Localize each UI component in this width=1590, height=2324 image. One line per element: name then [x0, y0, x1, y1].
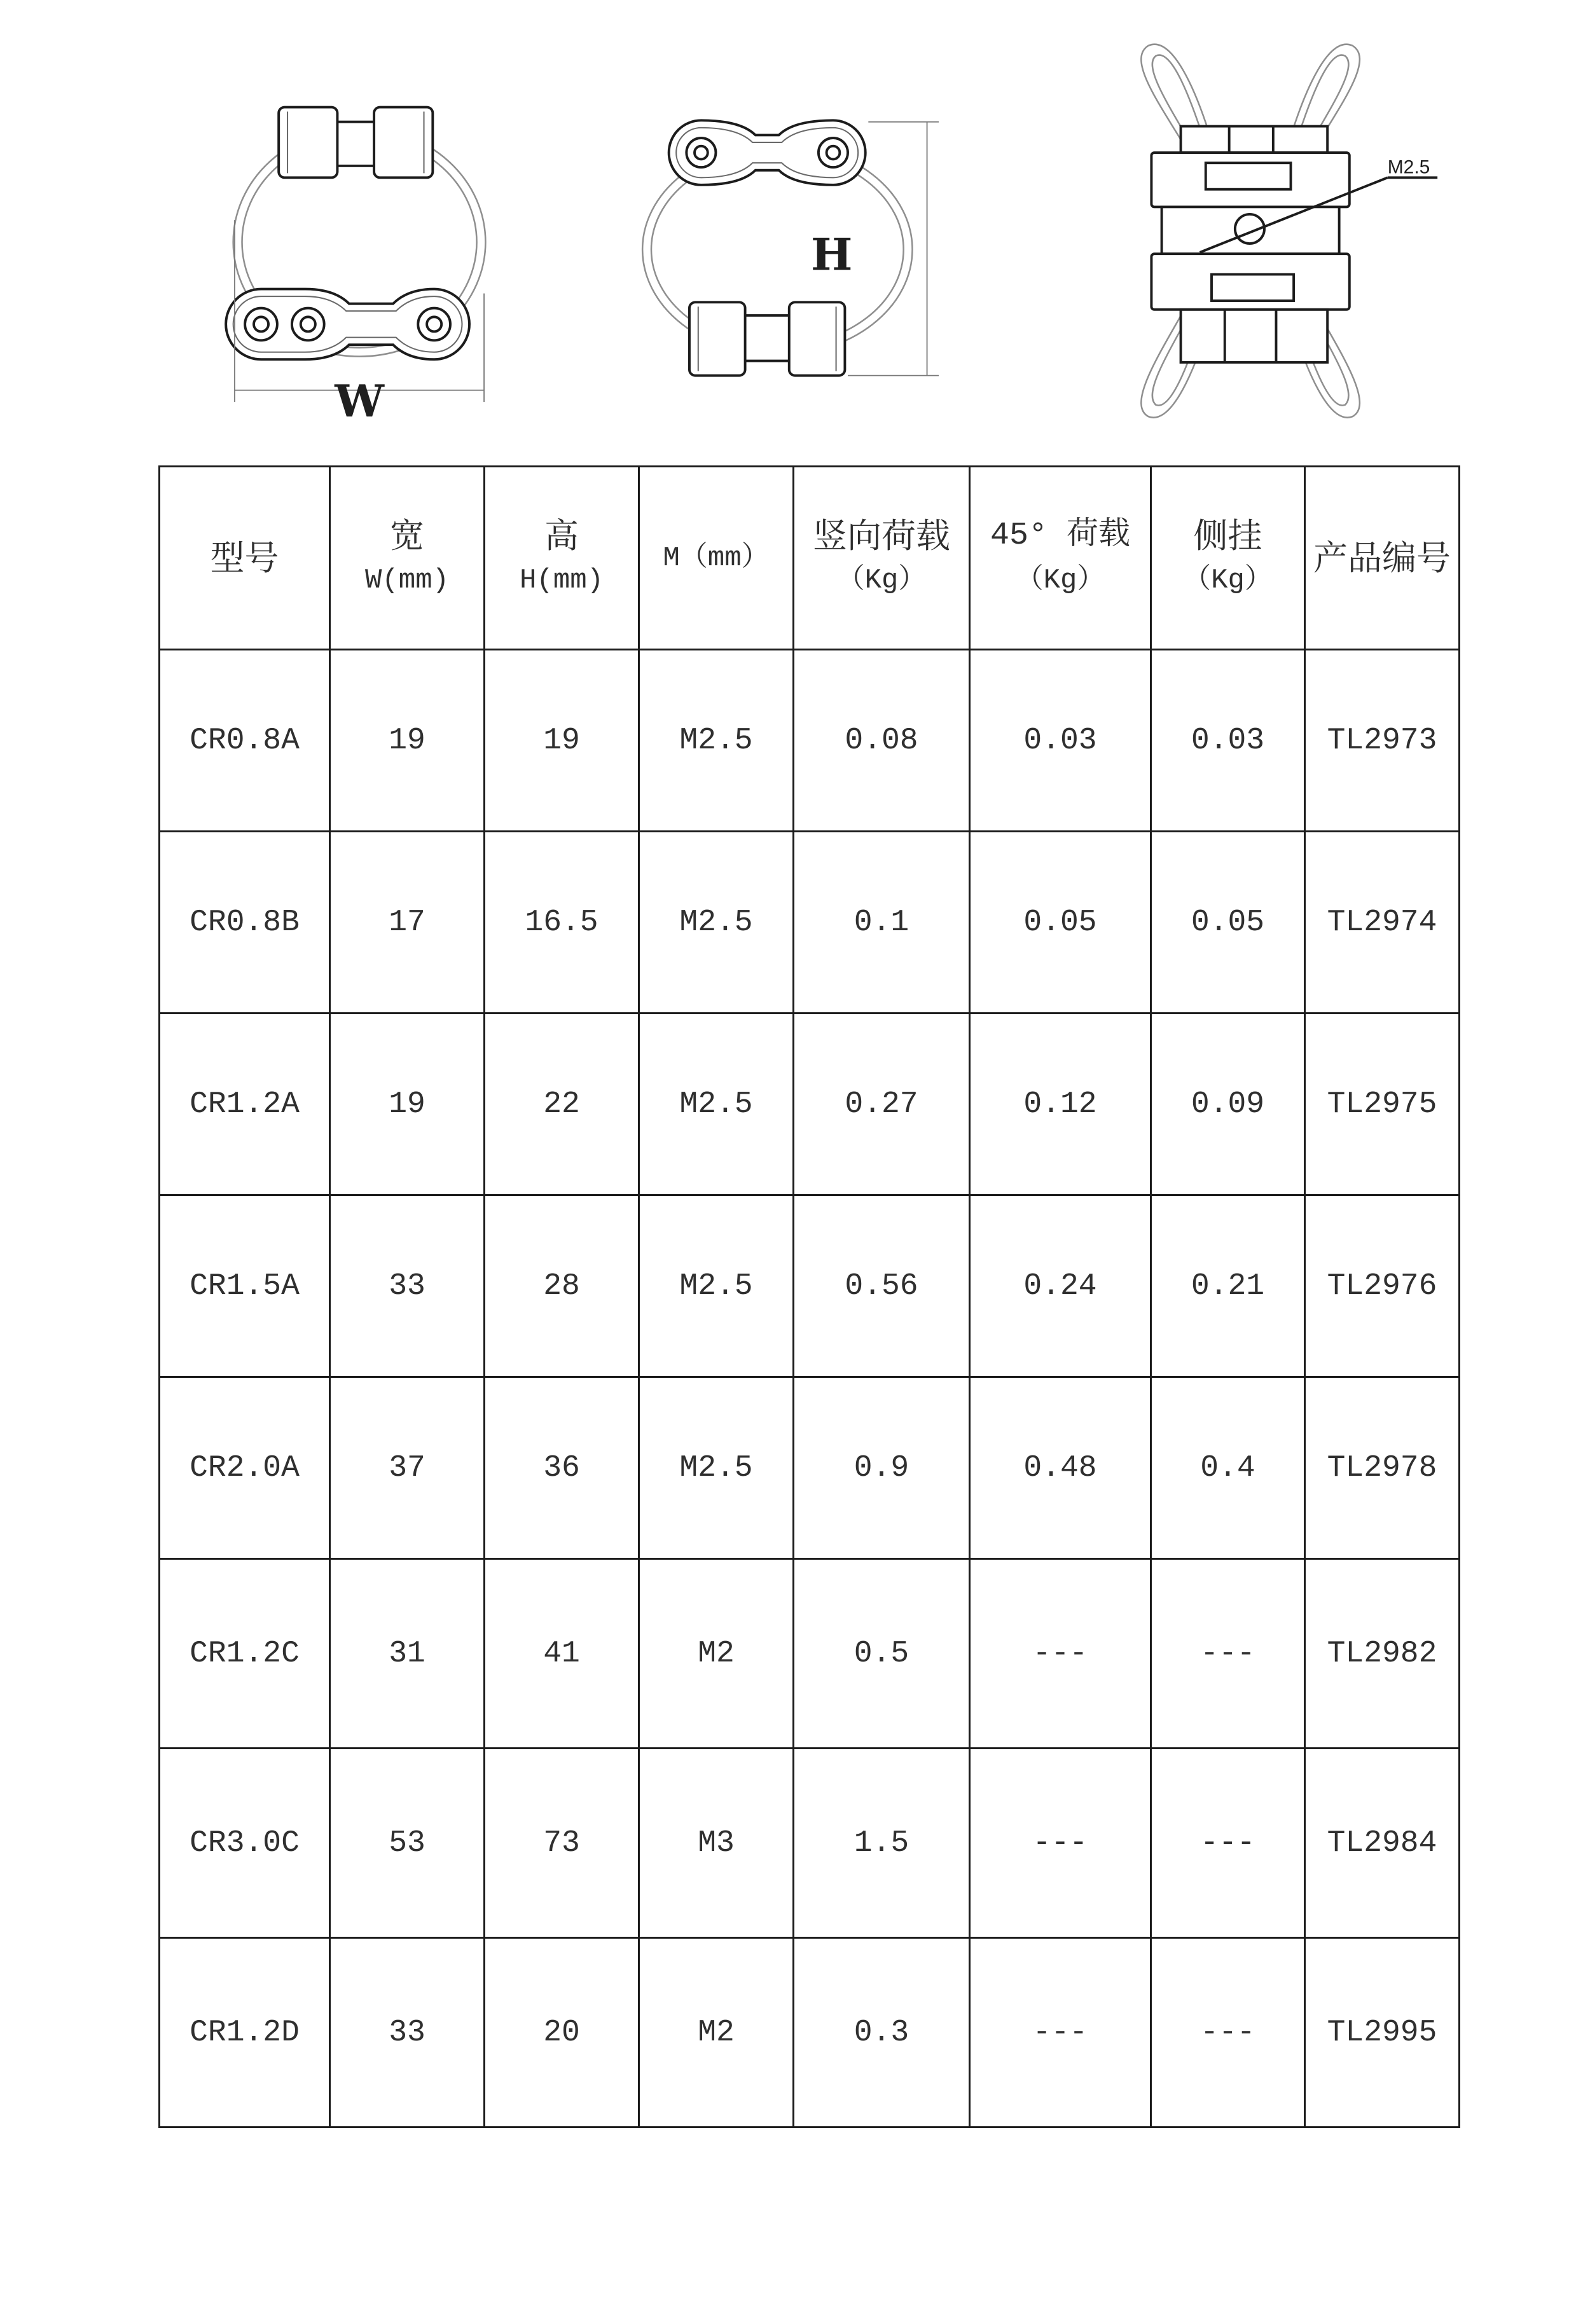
table-row: [160, 1014, 1460, 1195]
header-line: 45° 荷载: [990, 517, 1131, 554]
vertical-load-cell: 0.56: [794, 1195, 970, 1377]
height-cell: 73: [485, 1749, 639, 1938]
model-cell: CR1.2D: [160, 1938, 330, 2128]
plate-pin-3: [427, 317, 441, 331]
thread-cell: M2.5: [639, 1377, 794, 1559]
vertical-load-cell: 0.27: [794, 1014, 970, 1195]
side-load-cell: ---: [1151, 1749, 1305, 1938]
product-code-cell: TL2975: [1305, 1014, 1460, 1195]
load-45-cell: 0.12: [970, 1014, 1151, 1195]
model-cell: CR1.5A: [160, 1195, 330, 1377]
header-line: 型号: [210, 537, 279, 578]
side-load-cell: ---: [1151, 1559, 1305, 1749]
header-45-load: [970, 467, 1151, 650]
thread-cell: M2: [639, 1559, 794, 1749]
thread-cell: M2.5: [639, 1195, 794, 1377]
vertical-load-cell: 0.08: [794, 650, 970, 832]
upper-band-cutout: [1206, 163, 1291, 189]
product-code-cell: TL2984: [1305, 1749, 1460, 1938]
width-cell: 19: [330, 650, 485, 832]
height-cell: 28: [485, 1195, 639, 1377]
model-cell: CR0.8A: [160, 650, 330, 832]
model-cell: CR2.0A: [160, 1377, 330, 1559]
header-line: M（mm）: [663, 542, 770, 574]
side-load-cell: 0.05: [1151, 832, 1305, 1014]
plate-pin-2: [301, 317, 315, 331]
header-unit: （Kg）: [1015, 564, 1105, 596]
roller-pin: [742, 315, 792, 361]
table-row: [160, 1559, 1460, 1749]
table-row: [160, 650, 1460, 832]
width-cell: 37: [330, 1377, 485, 1559]
side-load-cell: 0.03: [1151, 650, 1305, 832]
product-code-cell: TL2978: [1305, 1377, 1460, 1559]
height-cell: 22: [485, 1014, 639, 1195]
header-line: 侧挂: [1193, 515, 1262, 556]
width-cell: 19: [330, 1014, 485, 1195]
header-unit: W(mm): [364, 564, 450, 596]
header-row: [160, 467, 1460, 650]
load-45-cell: ---: [970, 1749, 1151, 1938]
load-45-cell: 0.24: [970, 1195, 1151, 1377]
roller-pin: [335, 122, 377, 166]
header-product-code: [1305, 467, 1460, 650]
model-cell: CR0.8B: [160, 832, 330, 1014]
header-line: 高: [544, 515, 579, 556]
width-cell: 31: [330, 1559, 485, 1749]
vertical-load-cell: 0.3: [794, 1938, 970, 2128]
lower-band-cutout: [1212, 274, 1294, 301]
height-cell: 16.5: [485, 832, 639, 1014]
vertical-load-cell: 0.5: [794, 1559, 970, 1749]
table-row: [160, 1749, 1460, 1938]
height-cell: 19: [485, 650, 639, 832]
height-cell: 36: [485, 1377, 639, 1559]
technical-drawings: [0, 0, 1590, 458]
product-code-cell: TL2973: [1305, 650, 1460, 832]
height-dimension-label: H: [810, 229, 853, 281]
plate-pin-2: [827, 146, 840, 160]
load-45-cell: ---: [970, 1559, 1151, 1749]
load-45-cell: 0.48: [970, 1377, 1151, 1559]
thread-cell: M2.5: [639, 650, 794, 832]
product-code-cell: TL2974: [1305, 832, 1460, 1014]
bottom-lugs: [1181, 310, 1328, 362]
side-load-cell: ---: [1151, 1938, 1305, 2128]
width-cell: 33: [330, 1195, 485, 1377]
height-cell: 41: [485, 1559, 639, 1749]
header-width: [330, 467, 485, 650]
vertical-load-cell: 0.1: [794, 832, 970, 1014]
width-dimension-label: W: [335, 376, 384, 428]
thread-cell: M2.5: [639, 832, 794, 1014]
top-view-drawing: [1141, 45, 1437, 418]
thread-cell: M3: [639, 1749, 794, 1938]
width-cell: 17: [330, 832, 485, 1014]
header-side-load: [1151, 467, 1305, 650]
side-view-drawing: [642, 120, 939, 375]
vertical-load-cell: 0.9: [794, 1377, 970, 1559]
width-cell: 53: [330, 1749, 485, 1938]
header-vertical-load: [794, 467, 970, 650]
table-row: [160, 1377, 1460, 1559]
header-line: 宽: [390, 515, 424, 556]
width-cell: 33: [330, 1938, 485, 2128]
load-45-cell: 0.03: [970, 650, 1151, 832]
plate-pin-1: [254, 317, 268, 331]
product-code-cell: TL2995: [1305, 1938, 1460, 2128]
table-row: [160, 1195, 1460, 1377]
front-view-drawing: [226, 107, 485, 428]
load-45-cell: ---: [970, 1938, 1151, 2128]
model-cell: CR3.0C: [160, 1749, 330, 1938]
thread-label: M2.5: [1387, 156, 1430, 178]
side-load-cell: 0.4: [1151, 1377, 1305, 1559]
side-load-cell: 0.09: [1151, 1014, 1305, 1195]
product-code-cell: TL2976: [1305, 1195, 1460, 1377]
side-load-cell: 0.21: [1151, 1195, 1305, 1377]
header-unit: （Kg）: [1183, 564, 1273, 596]
product-code-cell: TL2982: [1305, 1559, 1460, 1749]
table-row: [160, 1938, 1460, 2128]
header-unit: H(mm): [519, 564, 604, 596]
top-lugs: [1181, 127, 1328, 153]
header-height: [485, 467, 639, 650]
spec-table: [158, 465, 1460, 2128]
plate-pin-1: [695, 146, 708, 160]
header-model: [160, 467, 330, 650]
model-cell: CR1.2C: [160, 1559, 330, 1749]
header-thread: [639, 467, 794, 650]
vertical-load-cell: 1.5: [794, 1749, 970, 1938]
height-cell: 20: [485, 1938, 639, 2128]
load-45-cell: 0.05: [970, 832, 1151, 1014]
model-cell: CR1.2A: [160, 1014, 330, 1195]
table-body: [160, 650, 1460, 2128]
header-unit: （Kg）: [836, 564, 927, 596]
thread-cell: M2: [639, 1938, 794, 2128]
header-line: 产品编号: [1313, 537, 1451, 578]
header-line: 竖向荷载: [813, 515, 950, 556]
table-row: [160, 832, 1460, 1014]
thread-cell: M2.5: [639, 1014, 794, 1195]
